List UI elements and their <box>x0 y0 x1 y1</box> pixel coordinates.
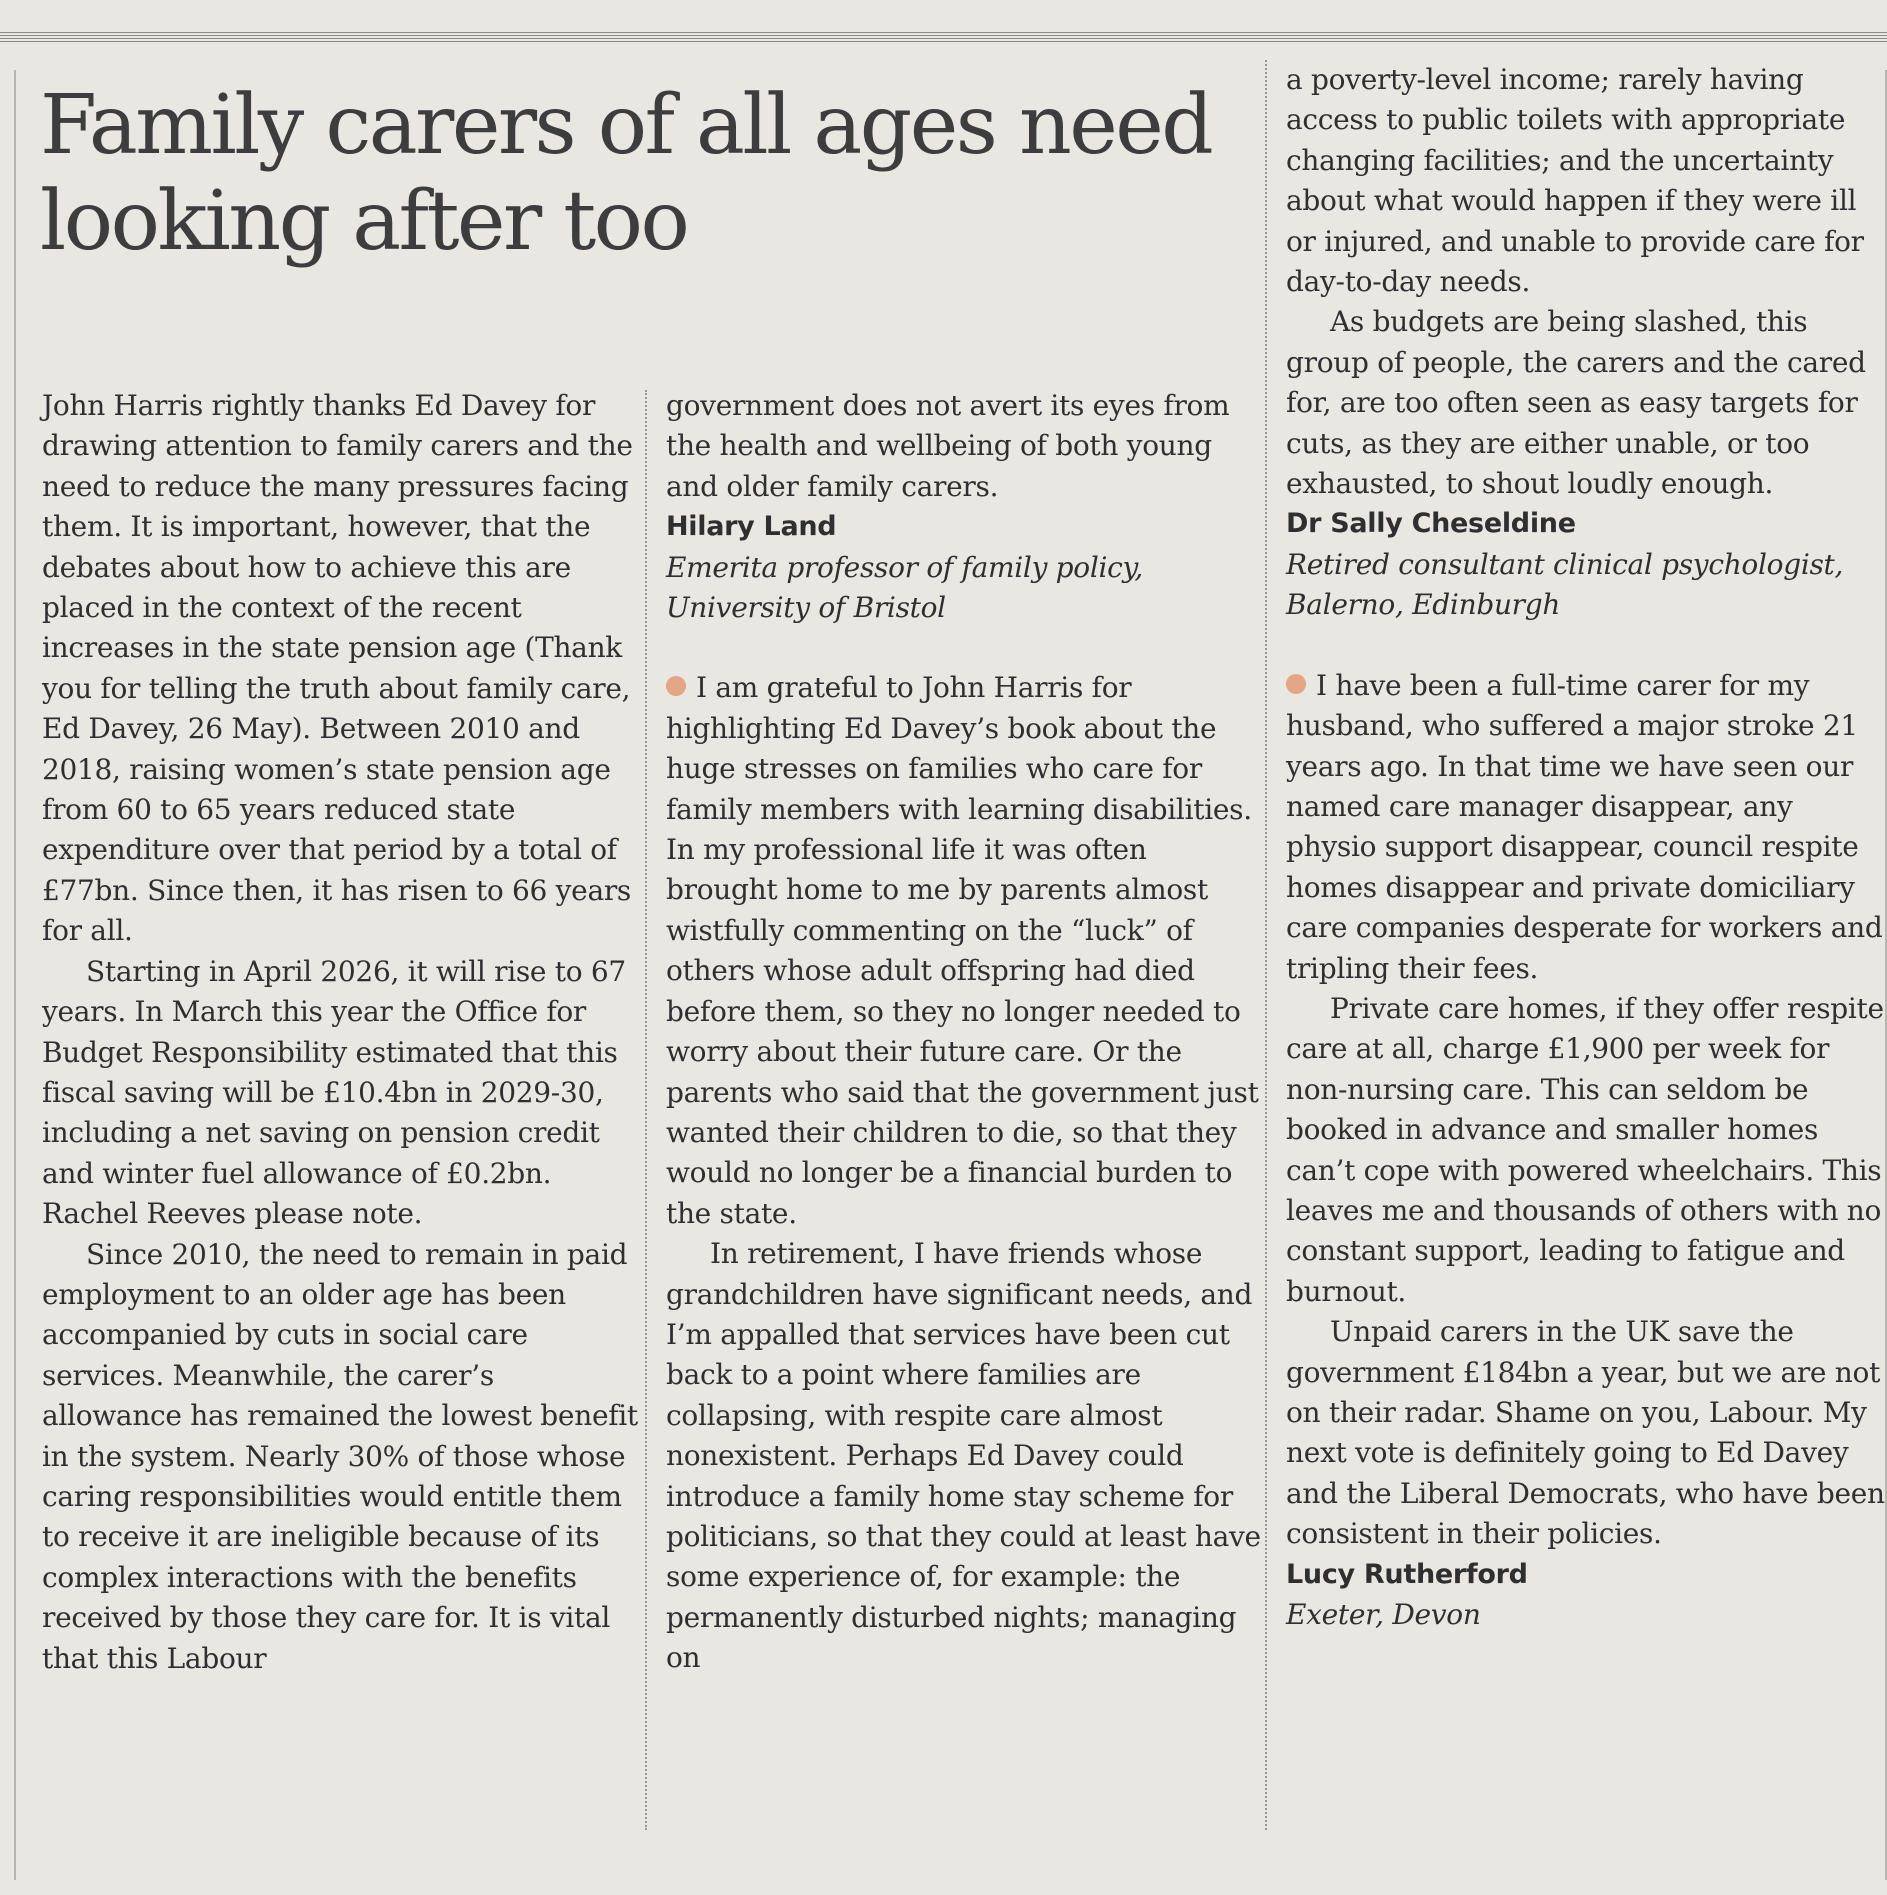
letter-paragraph <box>666 668 1266 1234</box>
column-separator <box>645 390 647 1830</box>
column-3 <box>1286 60 1886 1635</box>
letter-paragraph: John Harris rightly thanks Ed Davey for drawing attention to family carers and the need to reduce the many pressures facing them. It is important, however, that the debates about how to achieve this are placed in the context of the recent increases in the state pension age (Thank you for telling the truth about family care, Ed Davey, 26 May). Between 2010 and 2018, raising women’s state pension age from 60 to 65 years reduced state expenditure over that period by a total of £77bn. Since then, it has risen to 66 years for all. <box>42 389 633 948</box>
headline: Family carers of all ages need looking after too <box>40 78 1212 269</box>
left-border <box>14 70 16 1880</box>
letter-author: Dr Sally Cheseldine <box>1286 508 1576 540</box>
letter-paragraph: government does not avert its eyes from the health and wellbeing of both young and older family carers. <box>666 389 1230 503</box>
letter-paragraph: In retirement, I have friends whose grandchildren have significant needs, and I’m appalled that services have been cut back to a point where families are collapsing, with respite care almost nonexistent. Perhaps Ed Davey could introduce a family home stay scheme for politicians, so that they could at least have some experience of, for example: the permanently disturbed nights; managing on <box>666 1237 1261 1675</box>
letter-author-role: Retired consultant clinical psychologist, Balerno, Edinburgh <box>1286 547 1844 622</box>
letter-paragraph <box>1286 666 1886 989</box>
top-rule <box>0 32 1887 42</box>
letter-text: I have been a full-time carer for my husband, who suffered a major stroke 21 years ago. In that time we have seen our named care manager disappear, any physio support disappear, council respite homes disappear and private domiciliary care companies desperate for workers and tripling their fees. <box>1286 668 1883 985</box>
column-1 <box>42 386 642 1679</box>
bullet-icon <box>1286 674 1306 694</box>
letter-gap <box>666 628 1266 668</box>
letter-paragraph: Starting in April 2026, it will rise to 67 years. In March this year the Office for Budget Responsibility estimated that this fiscal saving will be £10.4bn in 2029-30, including a net saving on pension credit and winter fuel allowance of £0.2bn. Rachel Reeves please note. <box>42 954 626 1231</box>
letter-paragraph: a poverty-level income; rarely having access to public toilets with appropriate changing facilities; and the uncertainty about what would happen if they were ill or injured, and unable to provide care for day-to-day needs. <box>1286 63 1864 299</box>
letter-gap <box>1286 626 1886 666</box>
letter-author: Hilary Land <box>666 511 837 543</box>
bullet-icon <box>666 676 686 696</box>
letter-paragraph: Since 2010, the need to remain in paid employment to an older age has been accompanied by cuts in social care services. Meanwhile, the carer’s allowance has remained the lowest benefit in the system. Nearly 30% of those whose caring responsibilities would entitle them to receive it are ineligible because of its complex interactions with the benefits received by those they care for. It is vital that this Labour <box>42 1237 638 1675</box>
letter-text: I am grateful to John Harris for highlighting Ed Davey’s book about the huge stresses on families who care for family members with learning disabilities. In my professional life it was often brought home to me by parents almost wistfully commenting on the “luck” of others whose adult offspring had died before them, so they no longer needed to worry about their future care. Or the parents who said that the government just wanted their children to die, so that they would no longer be a financial burden to the state. <box>666 671 1259 1230</box>
letter-paragraph: Private care homes, if they offer respite care at all, charge £1,900 per week for non-nursing care. This can seldom be booked in advance and smaller homes can’t cope with powered wheelchairs. This leaves me and thousands of others with no constant support, leading to fatigue and burnout. <box>1286 991 1884 1308</box>
letter-author: Lucy Rutherford <box>1286 1558 1528 1590</box>
column-2 <box>666 386 1266 1679</box>
letter-author-role: Exeter, Devon <box>1286 1598 1481 1632</box>
letter-paragraph: Unpaid carers in the UK save the government £184bn a year, but we are not on their radar. Shame on you, Labour. My next vote is definitely going to Ed Davey and the Liberal Democrats, who have been consistent in their policies. <box>1286 1315 1885 1551</box>
letter-author-role: Emerita professor of family policy, University of Bristol <box>666 550 1143 625</box>
letter-paragraph: As budgets are being slashed, this group of people, the carers and the cared for, are too often seen as easy targets for cuts, as they are either unable, or too exhausted, to shout loudly enough. <box>1286 305 1866 501</box>
